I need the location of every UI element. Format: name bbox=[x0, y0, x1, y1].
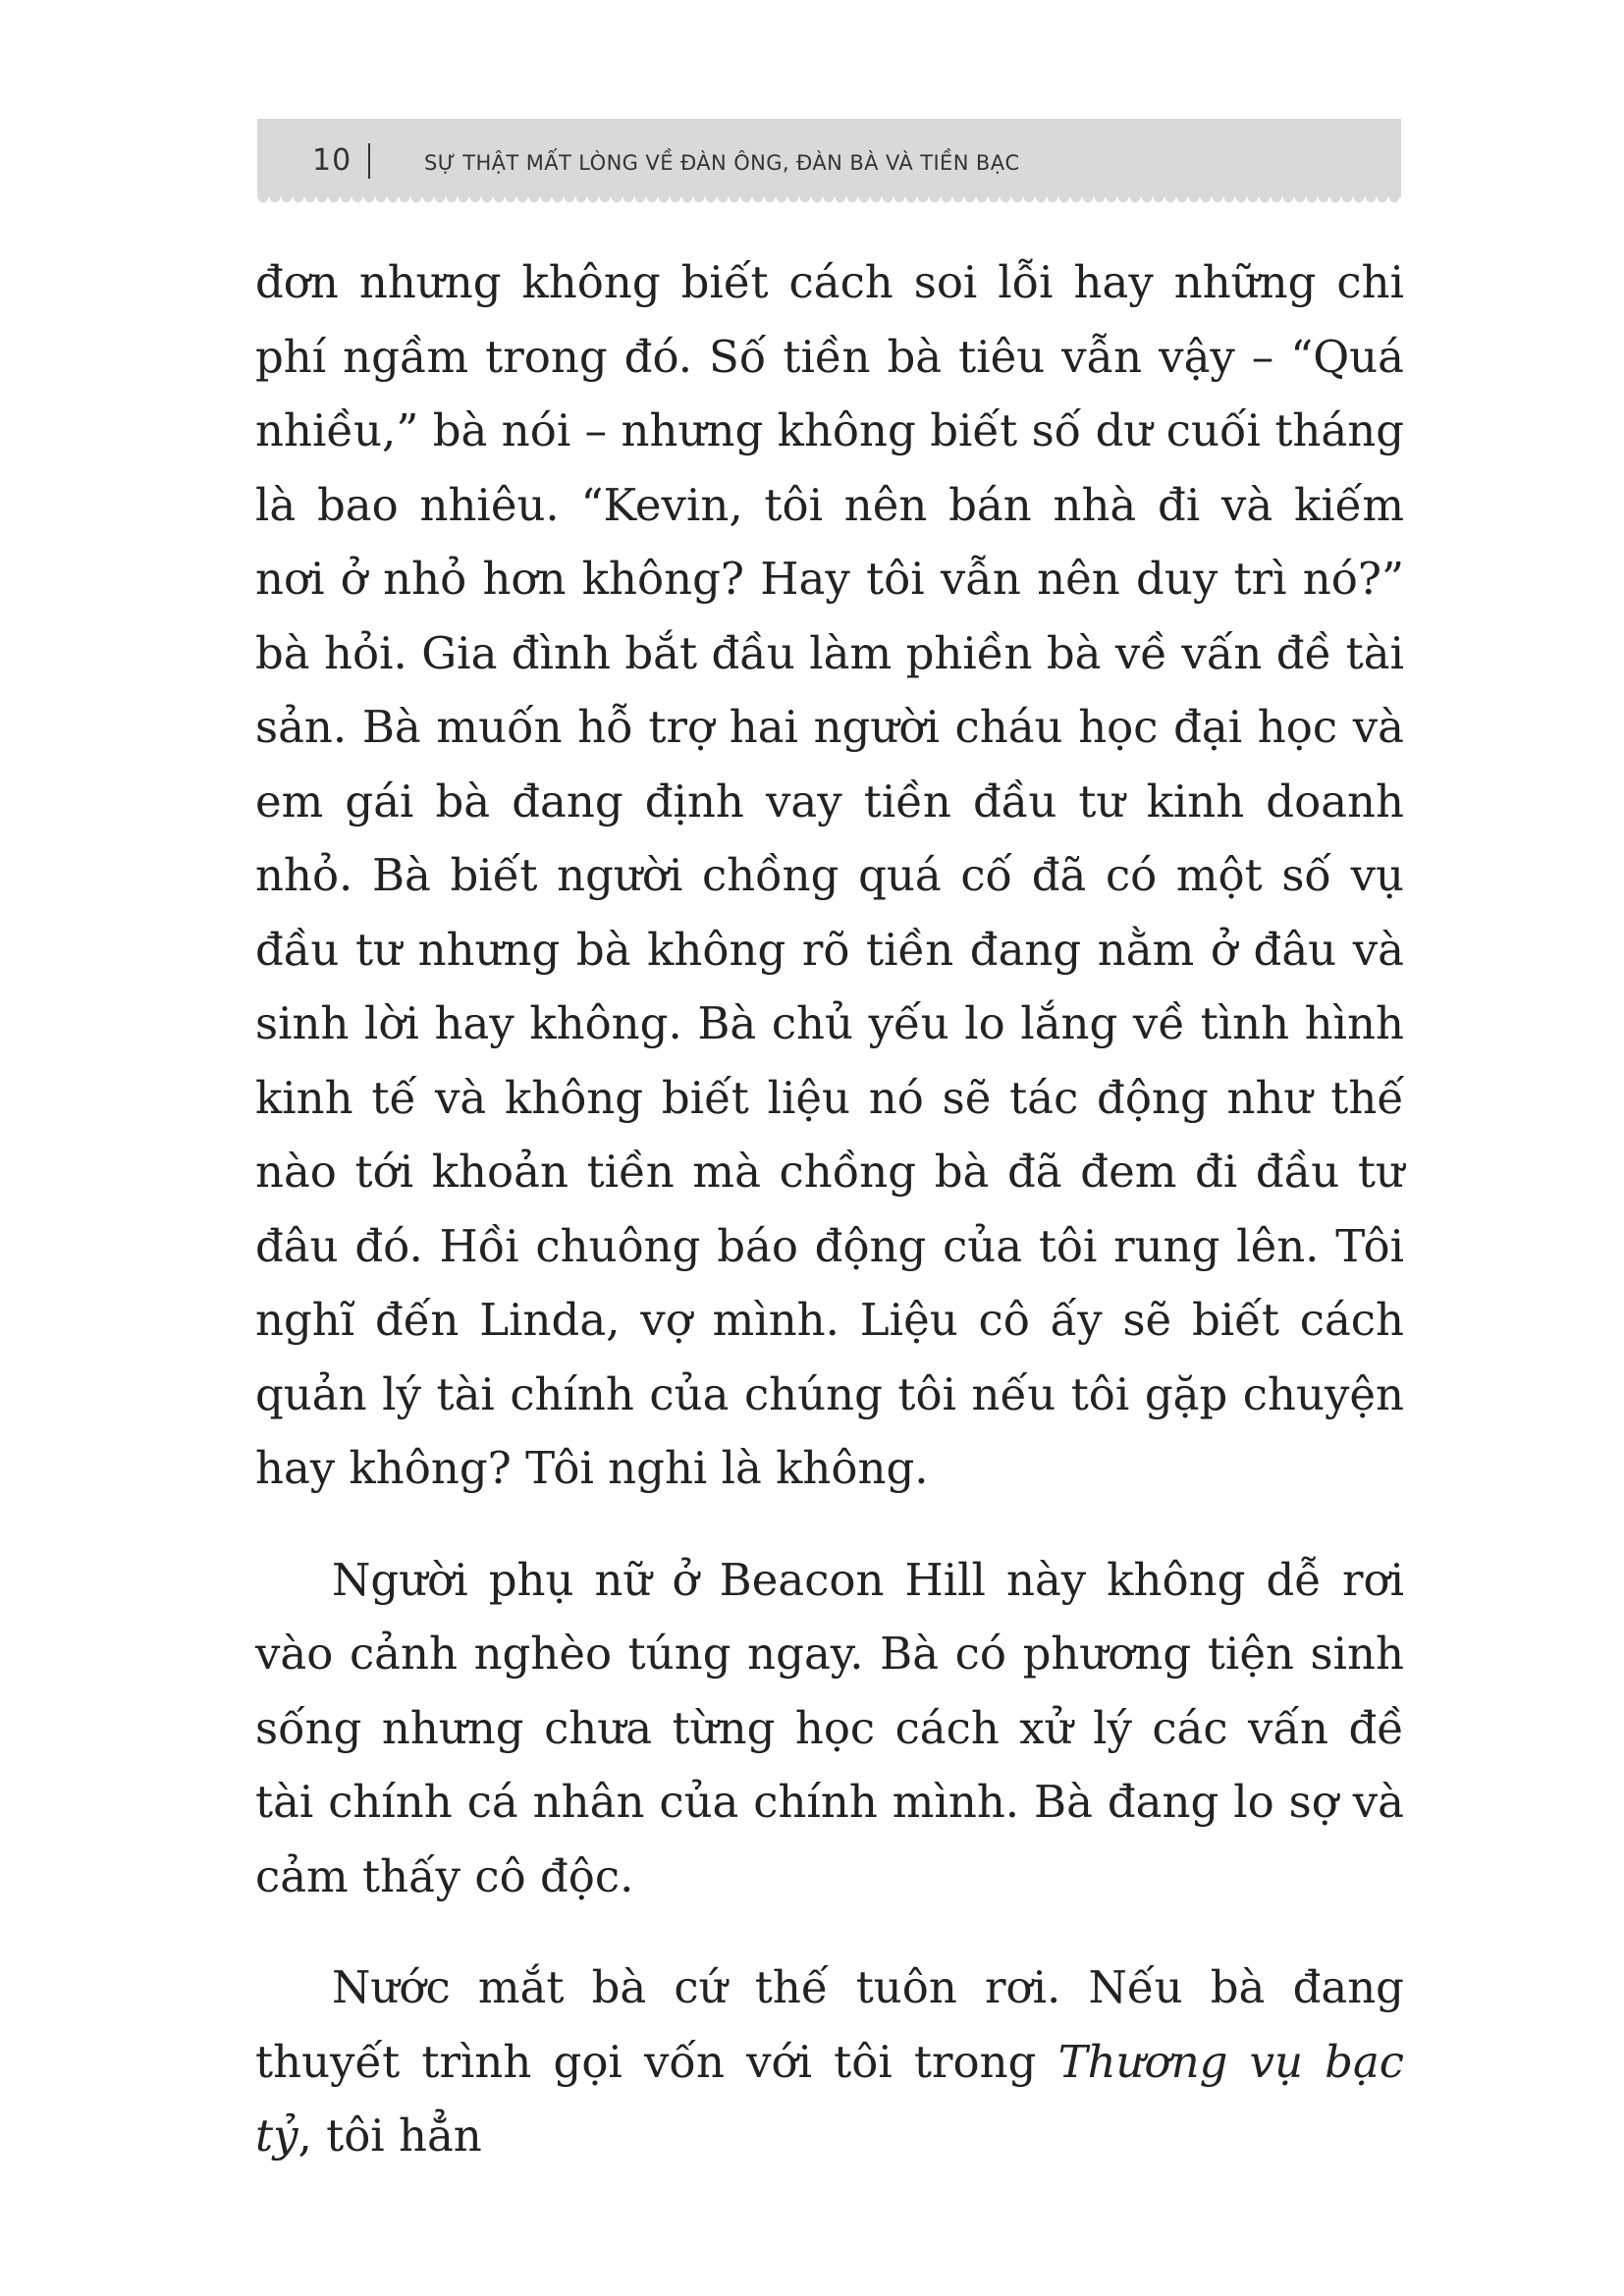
running-title: SỰ THẬT MẤT LÒNG VỀ ĐÀN ÔNG, ĐÀN BÀ VÀ TIỀN BẠC bbox=[424, 151, 1020, 175]
body-text bbox=[255, 245, 1404, 2173]
paragraph-3-start: Nước mắt bà cứ thế tuôn rơi. Nếu bà đang thuyết trình gọi vốn với tôi trong bbox=[255, 1961, 1404, 2088]
paragraph-3-end: , tôi hẳn bbox=[298, 2109, 482, 2162]
header-divider bbox=[368, 143, 370, 179]
show-title-italic: Thương vụ bạc tỷ bbox=[255, 2035, 1405, 2162]
paragraph-2: Người phụ nữ ở Beacon Hill này không dễ rơi vào cảnh nghèo túng ngay. Bà có phương tiện sinh sống nhưng chưa từng học cách xử lý các vấn đề tài chính cá nhân của chính mình. Bà đang lo sợ và cảm thấy cô độc. bbox=[255, 1553, 1404, 1902]
page-number: 10 bbox=[312, 143, 352, 178]
paragraph-3 bbox=[255, 1950, 1404, 2173]
paragraph-1: đơn nhưng không biết cách soi lỗi hay những chi phí ngầm trong đó. Số tiền bà tiêu vẫn vậy – “Quá nhiều,” bà nói – nhưng không biết số dư cuối tháng là bao nhiêu. “Kevin, tôi nên bán nhà đi và kiếm nơi ở nhỏ hơn không? Hay tôi vẫn nên duy trì nó?” bà hỏi. Gia đình bắt đầu làm phiền bà về vấn đề tài sản. Bà muốn hỗ trợ hai người cháu học đại học và em gái bà đang định vay tiền đầu tư kinh doanh nhỏ. Bà biết người chồng quá cố đã có một số vụ đầu tư nhưng bà không rõ tiền đang nằm ở đâu và sinh lời hay không. Bà chủ yếu lo lắng về tình hình kinh tế và không biết liệu nó sẽ tác động như thế nào tới khoản tiền mà chồng bà đã đem đi đầu tư đâu đó. Hồi chuông báo động của tôi rung lên. Tôi nghĩ đến Linda, vợ mình. Liệu cô ấy sẽ biết cách quản lý tài chính của chúng tôi nếu tôi gặp chuyện hay không? Tôi nghi là không. bbox=[255, 256, 1404, 1494]
